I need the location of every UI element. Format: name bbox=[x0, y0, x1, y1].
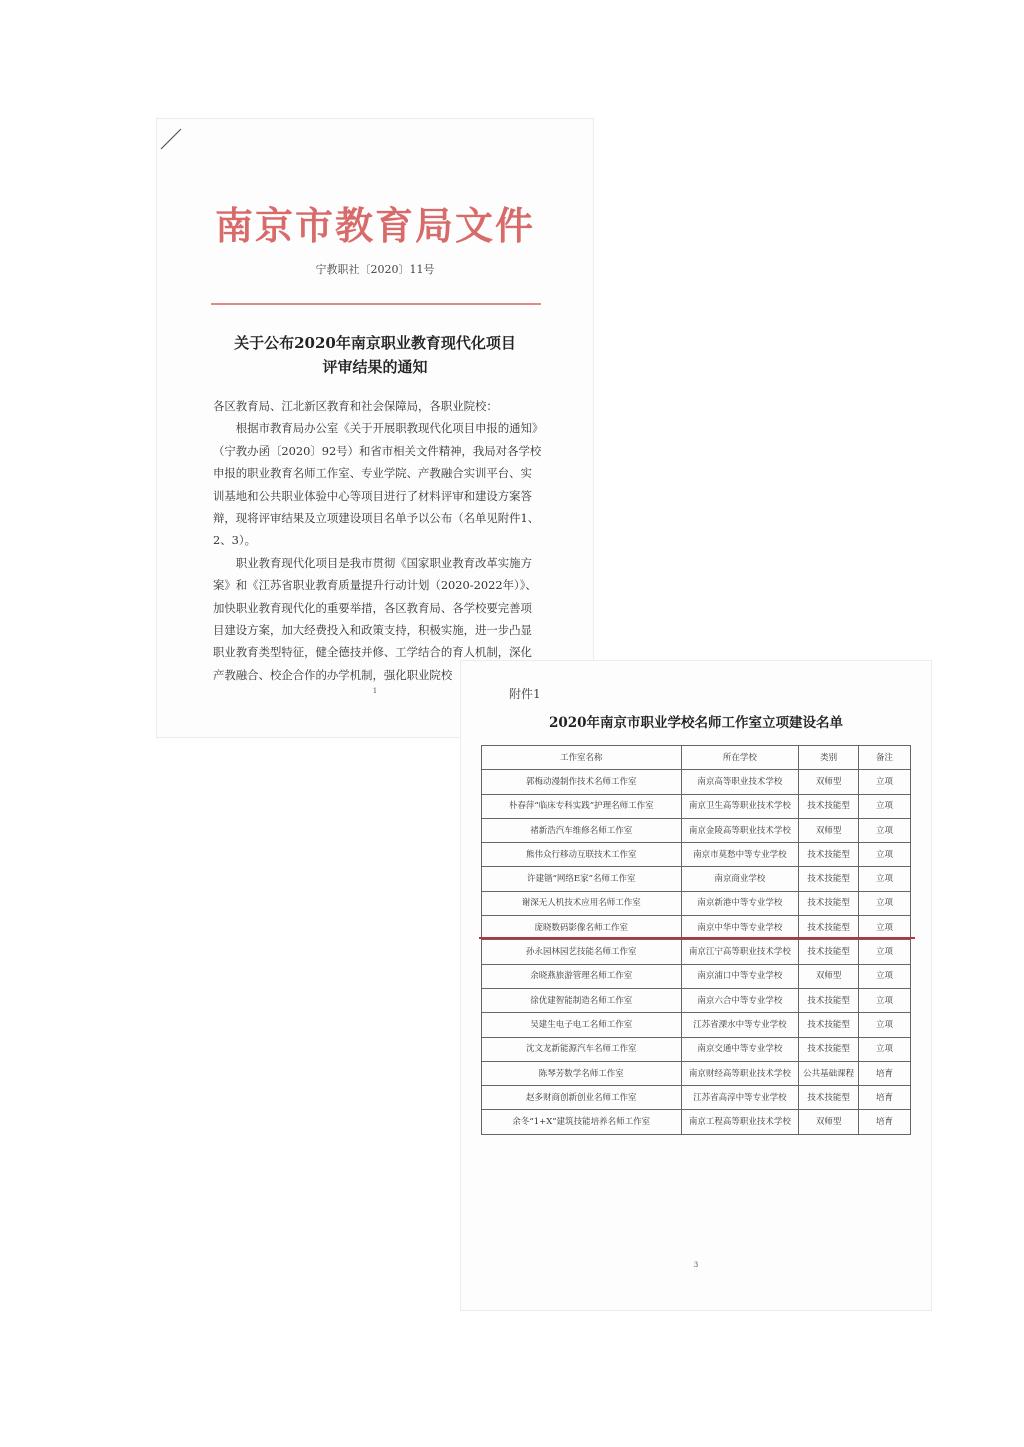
cell-school: 南京浦口中等专业学校 bbox=[681, 964, 799, 988]
cell-category: 技术技能型 bbox=[799, 891, 859, 915]
cell-studio-name: 朴春萍“临床专科实践”护理名师工作室 bbox=[482, 794, 682, 818]
cell-remark: 立项 bbox=[859, 1037, 911, 1061]
cell-remark: 立项 bbox=[859, 940, 911, 964]
table-row bbox=[482, 1110, 911, 1134]
notice-body bbox=[213, 395, 543, 686]
cell-school: 江苏省溧水中等专业学校 bbox=[681, 1013, 799, 1037]
cell-category: 双师型 bbox=[799, 818, 859, 842]
attachment-title: 2020年南京市职业学校名师工作室立项建设名单 bbox=[548, 715, 844, 731]
table-row bbox=[482, 770, 911, 794]
cell-studio-name: 褚新浩汽车维修名师工作室 bbox=[482, 818, 682, 842]
cell-school: 南京江宁高等职业技术学校 bbox=[681, 940, 799, 964]
masthead-title: 南京市教育局文件 bbox=[214, 203, 535, 248]
cell-category: 技术技能型 bbox=[799, 1013, 859, 1037]
cell-remark: 立项 bbox=[859, 867, 911, 891]
header-category: 类别 bbox=[799, 746, 859, 770]
header-remark: 备注 bbox=[859, 746, 911, 770]
cell-category: 双师型 bbox=[799, 770, 859, 794]
cell-category: 技术技能型 bbox=[799, 916, 859, 940]
cell-studio-name: 余冬“1+X”建筑技能培养名师工作室 bbox=[482, 1110, 682, 1134]
cell-school: 南京卫生高等职业技术学校 bbox=[681, 794, 799, 818]
cell-category: 技术技能型 bbox=[799, 940, 859, 964]
cell-studio-name: 余晓燕旅游管理名师工作室 bbox=[482, 964, 682, 988]
table-row bbox=[482, 1037, 911, 1061]
cell-school: 南京财经高等职业技术学校 bbox=[681, 1061, 799, 1085]
notice-title-line-2: 评审结果的通知 bbox=[322, 358, 428, 376]
paragraph-1: 根据市教育局办公室《关于开展职教现代化项目申报的通知》（宁教办函〔2020〕92号）和省市相关文件精神，我局对各学校申报的职业教育名师工作室、专业学院、产教融合实训平台、实训基地和公共职业体验中心等项目进行了材料评审和建设方案答辩，现将评审结果及立项建设项目名单予以公布（名单见附件1、2、3）。 bbox=[213, 421, 542, 548]
cell-category: 公共基础课程 bbox=[799, 1061, 859, 1085]
cell-studio-name: 谢深无人机技术应用名师工作室 bbox=[482, 891, 682, 915]
studio-list-table bbox=[481, 745, 911, 1135]
table-row bbox=[482, 1013, 911, 1037]
table-row bbox=[482, 891, 911, 915]
table-row bbox=[482, 1086, 911, 1110]
salutation: 各区教育局、江北新区教育和社会保障局，各职业院校： bbox=[213, 399, 498, 413]
cell-studio-name: 庞晓数码影像名师工作室 bbox=[482, 916, 682, 940]
cell-remark: 立项 bbox=[859, 891, 911, 915]
page-number: 1 bbox=[372, 687, 378, 695]
cell-studio-name: 徐优建智能制造名师工作室 bbox=[482, 988, 682, 1012]
cell-remark: 立项 bbox=[859, 964, 911, 988]
cell-school: 南京交通中等专业学校 bbox=[681, 1037, 799, 1061]
header-studio-name: 工作室名称 bbox=[482, 746, 682, 770]
table-row bbox=[482, 794, 911, 818]
table-row bbox=[482, 867, 911, 891]
paragraph-2: 职业教育现代化项目是我市贯彻《国家职业教育改革实施方案》和《江苏省职业教育质量提升行动计划（2020-2022年）》、加快职业教育现代化的重要举措，各区教育局、各学校要完善项目建设方案，加大经费投入和政策支持，积极实施，进一步凸显职业教育类型特征，健全德技并修、工学结合的育人机制，深化产教融合、校企合作的办学机制，强化职业院校 bbox=[213, 555, 537, 682]
cell-category: 双师型 bbox=[799, 1110, 859, 1134]
cell-school: 南京商业学校 bbox=[681, 867, 799, 891]
cell-remark: 立项 bbox=[859, 988, 911, 1012]
cell-category: 技术技能型 bbox=[799, 867, 859, 891]
cell-remark: 培育 bbox=[859, 1110, 911, 1134]
attachment-label: 附件1 bbox=[509, 687, 541, 701]
cell-remark: 立项 bbox=[859, 843, 911, 867]
cell-category: 技术技能型 bbox=[799, 1037, 859, 1061]
cell-school: 南京金陵高等职业技术学校 bbox=[681, 818, 799, 842]
cell-studio-name: 孙永园林园艺技能名师工作室 bbox=[482, 940, 682, 964]
cell-studio-name: 陈琴芳数学名师工作室 bbox=[482, 1061, 682, 1085]
header-school: 所在学校 bbox=[681, 746, 799, 770]
cell-remark: 立项 bbox=[859, 818, 911, 842]
red-divider bbox=[211, 303, 541, 305]
cell-remark: 立项 bbox=[859, 770, 911, 794]
cell-remark: 培育 bbox=[859, 1061, 911, 1085]
table-header-row bbox=[482, 746, 911, 770]
cell-school: 南京高等职业技术学校 bbox=[681, 770, 799, 794]
table-row bbox=[482, 988, 911, 1012]
table-row bbox=[482, 818, 911, 842]
table-row bbox=[482, 843, 911, 867]
cell-studio-name: 郭梅动漫制作技术名师工作室 bbox=[482, 770, 682, 794]
cell-studio-name: 沈文龙新能源汽车名师工作室 bbox=[482, 1037, 682, 1061]
document-number: 宁教职社〔2020〕11号 bbox=[315, 263, 435, 276]
cell-remark: 立项 bbox=[859, 1013, 911, 1037]
cell-studio-name: 赵多财商创新创业名师工作室 bbox=[482, 1086, 682, 1110]
notice-title bbox=[157, 331, 593, 379]
cell-school: 南京工程高等职业技术学校 bbox=[681, 1110, 799, 1134]
cell-remark: 立项 bbox=[859, 916, 911, 940]
cell-category: 技术技能型 bbox=[799, 1086, 859, 1110]
table-row bbox=[482, 940, 911, 964]
cell-school: 南京新港中等专业学校 bbox=[681, 891, 799, 915]
table-row bbox=[482, 964, 911, 988]
cell-remark: 培育 bbox=[859, 1086, 911, 1110]
cell-category: 技术技能型 bbox=[799, 794, 859, 818]
cell-category: 技术技能型 bbox=[799, 843, 859, 867]
cell-school: 南京中华中等专业学校 bbox=[681, 916, 799, 940]
red-underline-mark bbox=[479, 937, 915, 939]
cell-category: 技术技能型 bbox=[799, 988, 859, 1012]
notice-page bbox=[157, 119, 593, 737]
cell-studio-name: 吴建生电子电工名师工作室 bbox=[482, 1013, 682, 1037]
cell-school: 南京市莫愁中等专业学校 bbox=[681, 843, 799, 867]
table-row bbox=[482, 1061, 911, 1085]
attachment-page bbox=[461, 661, 931, 1310]
cell-school: 南京六合中等专业学校 bbox=[681, 988, 799, 1012]
notice-title-line-1: 关于公布2020年南京职业教育现代化项目 bbox=[234, 334, 516, 352]
page-number: 3 bbox=[693, 1261, 699, 1269]
cell-school: 江苏省高淳中等专业学校 bbox=[681, 1086, 799, 1110]
cell-category: 双师型 bbox=[799, 964, 859, 988]
cell-studio-name: 熊伟众行移动互联技术工作室 bbox=[482, 843, 682, 867]
cell-studio-name: 许建锴“网络E家”名师工作室 bbox=[482, 867, 682, 891]
pen-stroke-mark bbox=[159, 127, 183, 151]
cell-remark: 立项 bbox=[859, 794, 911, 818]
